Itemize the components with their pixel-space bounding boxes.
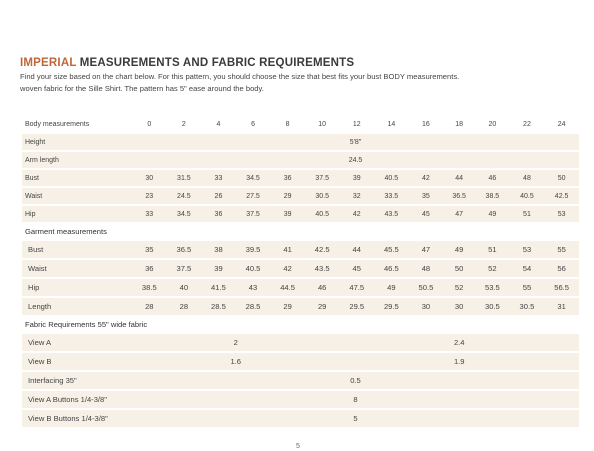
measurement-cell: 36.5 xyxy=(167,241,202,258)
measurement-cell: 44 xyxy=(443,170,475,186)
measurement-cell: 50 xyxy=(544,170,579,186)
measurement-cell: 29 xyxy=(270,298,305,315)
measurement-cell: 42.5 xyxy=(544,188,579,204)
measurement-cell: 30.5 xyxy=(510,298,545,315)
measurement-cell: 49 xyxy=(475,206,510,222)
measurement-cell: 33 xyxy=(132,206,167,222)
measurement-cell: 36.5 xyxy=(443,188,475,204)
measurement-cell: 42 xyxy=(270,260,305,277)
measurement-cell: 40.5 xyxy=(510,188,545,204)
measurement-cell: 46 xyxy=(475,170,510,186)
measurement-cell: 52 xyxy=(475,260,510,277)
title-rest: MEASUREMENTS AND FABRIC REQUIREMENTS xyxy=(76,57,355,69)
garment-row xyxy=(22,279,579,296)
intro-line-1: Find your size based on the chart below. For this pattern, you should choose the size that best fits your bust BODY measurements. xyxy=(20,72,460,81)
measurement-cell: 33 xyxy=(201,170,236,186)
measurement-cell: 40 xyxy=(167,279,202,296)
measurement-cell: 38 xyxy=(201,241,236,258)
measurement-cell: 39 xyxy=(201,260,236,277)
row-label: Arm length xyxy=(22,152,132,168)
row-label: View A Buttons 1/4-3/8" xyxy=(22,391,132,408)
size-header-cell: 18 xyxy=(443,116,475,132)
measurement-cell: 23 xyxy=(132,188,167,204)
measurement-cell: 31 xyxy=(544,298,579,315)
measurement-cell: 42 xyxy=(409,170,444,186)
measurement-cell: 32 xyxy=(339,188,374,204)
measurement-cell: 40.5 xyxy=(374,170,409,186)
measurement-cell: 52 xyxy=(443,279,475,296)
size-header-cell: 14 xyxy=(374,116,409,132)
measurement-cell: 51 xyxy=(475,241,510,258)
size-header-cell: 20 xyxy=(475,116,510,132)
row-label: Length xyxy=(22,298,132,315)
row-label: Interfacing 35" xyxy=(22,372,132,389)
measurement-cell: 38.5 xyxy=(475,188,510,204)
measurement-cell: 26 xyxy=(201,188,236,204)
measurement-cell: 43.5 xyxy=(374,206,409,222)
interfacing-value: 0.5 xyxy=(132,372,579,389)
fabric-section-row xyxy=(22,317,579,332)
measurement-cell: 45.5 xyxy=(374,241,409,258)
measurement-cell: 44.5 xyxy=(270,279,305,296)
measurement-cell: 28.5 xyxy=(201,298,236,315)
measurement-cell: 36 xyxy=(201,206,236,222)
measurement-cell: 37.5 xyxy=(305,170,340,186)
measurement-cell: 40.5 xyxy=(305,206,340,222)
size-header-row xyxy=(22,116,579,132)
measurement-cell: 29.5 xyxy=(374,298,409,315)
height-row xyxy=(22,134,579,150)
size-header-cell: 8 xyxy=(270,116,305,132)
size-header-cell: 22 xyxy=(510,116,545,132)
measurement-cell: 35 xyxy=(409,188,444,204)
measurement-cell: 27.5 xyxy=(236,188,271,204)
measurement-cell: 28.5 xyxy=(236,298,271,315)
measurement-cell: 50 xyxy=(443,260,475,277)
measurement-cell: 35 xyxy=(132,241,167,258)
measurement-cell: 51 xyxy=(510,206,545,222)
view-a-buttons-value: 8 xyxy=(132,391,579,408)
measurement-cell: 30 xyxy=(443,298,475,315)
measurement-cell: 43.5 xyxy=(305,260,340,277)
measurement-cell: 53.5 xyxy=(475,279,510,296)
measurement-cell: 29 xyxy=(305,298,340,315)
view-a-small-sizes: 2 xyxy=(132,334,339,351)
garment-row xyxy=(22,298,579,315)
intro-text xyxy=(20,71,580,94)
measurement-cell: 41.5 xyxy=(201,279,236,296)
measurement-cell: 33.5 xyxy=(374,188,409,204)
row-label: Bust xyxy=(22,241,132,258)
body-row xyxy=(22,170,579,186)
view-a-buttons-row xyxy=(22,391,579,408)
size-header-cell: 4 xyxy=(201,116,236,132)
measurement-cell: 46 xyxy=(305,279,340,296)
garment-row xyxy=(22,260,579,277)
measurement-cell: 55 xyxy=(510,279,545,296)
body-row xyxy=(22,206,579,222)
size-header-cell: 24 xyxy=(544,116,579,132)
view-b-large-sizes: 1.9 xyxy=(339,353,579,370)
size-header-cell: 6 xyxy=(236,116,271,132)
measurement-cell: 48 xyxy=(409,260,444,277)
size-header-cell: 12 xyxy=(339,116,374,132)
measurement-cell: 28 xyxy=(167,298,202,315)
view-b-row xyxy=(22,353,579,370)
measurement-cell: 30.5 xyxy=(475,298,510,315)
arm-length-value: 24.5 xyxy=(132,152,579,168)
row-label: Bust xyxy=(22,170,132,186)
view-a-large-sizes: 2.4 xyxy=(339,334,579,351)
size-header-cell: 16 xyxy=(409,116,444,132)
measurement-cell: 45 xyxy=(409,206,444,222)
measurement-cell: 47 xyxy=(409,241,444,258)
measurement-cell: 28 xyxy=(132,298,167,315)
measurement-cell: 37.5 xyxy=(167,260,202,277)
measurement-cell: 40.5 xyxy=(236,260,271,277)
measurement-cell: 30 xyxy=(409,298,444,315)
measurement-cell: 44 xyxy=(339,241,374,258)
garment-measurements-header: Garment measurements xyxy=(22,224,579,239)
measurement-cell: 36 xyxy=(270,170,305,186)
row-label: View A xyxy=(22,334,132,351)
row-label: Hip xyxy=(22,279,132,296)
measurement-cell: 24.5 xyxy=(167,188,202,204)
measurement-cell: 42.5 xyxy=(305,241,340,258)
row-label: Waist xyxy=(22,260,132,277)
measurement-cell: 42 xyxy=(339,206,374,222)
measurement-cell: 39 xyxy=(270,206,305,222)
title-accent: IMPERIAL xyxy=(20,57,77,69)
measurement-cell: 47.5 xyxy=(339,279,374,296)
row-label: View B Buttons 1/4-3/8" xyxy=(22,410,132,427)
view-a-row xyxy=(22,334,579,351)
measurement-cell: 29 xyxy=(270,188,305,204)
row-label: Waist xyxy=(22,188,132,204)
measurement-cell: 46.5 xyxy=(374,260,409,277)
measurement-cell: 39.5 xyxy=(236,241,271,258)
view-b-buttons-row xyxy=(22,410,579,427)
row-label: Hip xyxy=(22,206,132,222)
view-b-small-sizes: 1.6 xyxy=(132,353,339,370)
measurement-cell: 48 xyxy=(510,170,545,186)
measurement-cell: 54 xyxy=(510,260,545,277)
height-value: 5'8" xyxy=(132,134,579,150)
measurement-cell: 56.5 xyxy=(544,279,579,296)
size-chart xyxy=(22,114,579,429)
measurement-cell: 49 xyxy=(443,241,475,258)
measurement-cell: 30.5 xyxy=(305,188,340,204)
measurement-cell: 49 xyxy=(374,279,409,296)
garment-row xyxy=(22,241,579,258)
view-b-buttons-value: 5 xyxy=(132,410,579,427)
row-label: Height xyxy=(22,134,132,150)
page-number: 5 xyxy=(296,443,300,450)
row-label: View B xyxy=(22,353,132,370)
measurement-cell: 56 xyxy=(544,260,579,277)
measurement-cell: 38.5 xyxy=(132,279,167,296)
size-header-cell: 0 xyxy=(132,116,167,132)
measurement-cell: 34.5 xyxy=(167,206,202,222)
interfacing-row xyxy=(22,372,579,389)
measurement-cell: 45 xyxy=(339,260,374,277)
fabric-requirements-header: Fabric Requirements 55" wide fabric xyxy=(22,317,579,332)
measurement-cell: 43 xyxy=(236,279,271,296)
measurement-cell: 53 xyxy=(510,241,545,258)
measurement-cell: 30 xyxy=(132,170,167,186)
body-row xyxy=(22,188,579,204)
garment-section-row xyxy=(22,224,579,239)
measurement-cell: 31.5 xyxy=(167,170,202,186)
intro-line-2: woven fabric for the Sille Shirt. The pattern has 5" ease around the body. xyxy=(20,83,264,93)
page-title xyxy=(20,57,354,69)
measurement-cell: 37.5 xyxy=(236,206,271,222)
measurement-cell: 36 xyxy=(132,260,167,277)
size-header-cell: 2 xyxy=(167,116,202,132)
measurement-cell: 50.5 xyxy=(409,279,444,296)
measurement-cell: 55 xyxy=(544,241,579,258)
size-header-cell: 10 xyxy=(305,116,340,132)
body-measurements-header: Body measurements xyxy=(22,116,132,132)
measurement-cell: 34.5 xyxy=(236,170,271,186)
measurement-cell: 47 xyxy=(443,206,475,222)
arm-length-row xyxy=(22,152,579,168)
measurement-cell: 53 xyxy=(544,206,579,222)
measurement-cell: 39 xyxy=(339,170,374,186)
measurement-cell: 41 xyxy=(270,241,305,258)
measurement-cell: 29.5 xyxy=(339,298,374,315)
